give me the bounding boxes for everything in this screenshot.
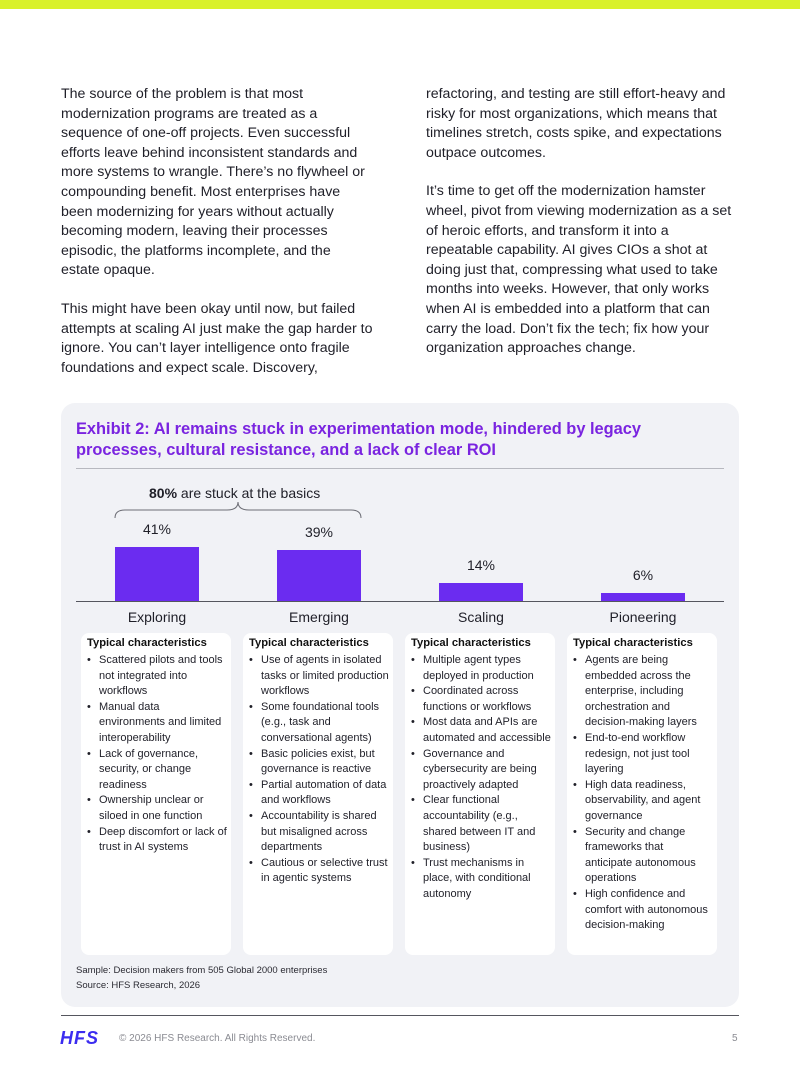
footer-divider [61, 1015, 739, 1016]
top-accent-bar [0, 0, 800, 9]
characteristics-card [243, 633, 393, 955]
svg-text:HFS: HFS [60, 1028, 99, 1048]
card-title: Typical characteristics [573, 637, 693, 649]
category-label: Scaling [458, 609, 504, 625]
sample-note: Sample: Decision makers from 505 Global 2000 enterprises [76, 965, 328, 976]
card-title: Typical characteristics [411, 637, 531, 649]
callout-text [149, 485, 320, 501]
bar-pioneering [601, 593, 685, 601]
card-bullet-list [87, 653, 227, 856]
callout-description: are stuck at the basics [177, 485, 321, 501]
list-item: • Most data and APIs are automated and accessible [411, 715, 551, 746]
list-item: • Accountability is shared but misaligned across departments [249, 809, 389, 856]
bar-value-label: 39% [304, 523, 334, 540]
bar-scaling [439, 583, 523, 601]
body-column-right [426, 85, 738, 378]
bar-value-label: 6% [632, 567, 654, 584]
list-item: • Clear functional accountability (e.g., shared between IT and business) [411, 793, 551, 855]
list-item: • Ownership unclear or siloed in one function [87, 793, 227, 824]
characteristics-card [81, 633, 231, 955]
list-item: • Security and change frameworks that anticipate autonomous operations [573, 825, 713, 887]
copyright-text: © 2026 HFS Research. All Rights Reserved. [119, 1033, 316, 1044]
card-bullet-list [249, 653, 389, 887]
source-note: Source: HFS Research, 2026 [76, 980, 201, 991]
bar-exploring [115, 547, 199, 601]
list-item: • High data readiness, observability, and agent governance [573, 778, 713, 825]
page-number: 5 [732, 1033, 738, 1044]
body-column-left [61, 85, 373, 397]
paragraph: It’s time to get off the modernization hamster wheel, pivot from viewing modernization as a set of heroic efforts, and transform it into a repeatable capability. AI gives CIOs a shot at doing just that, compressing what used to take months into weeks. However, that only works when AI is embedded into a platform that can carry the load. Don’t fix the tech; fix how your organization approaches change. [426, 183, 732, 357]
callout-percent: 80% [149, 485, 178, 501]
exhibit-title-divider [76, 468, 724, 469]
list-item: • Coordinated across functions or workflows [411, 684, 551, 715]
list-item: • Scattered pilots and tools not integrated into workflows [87, 653, 227, 700]
list-item: • End-to-end workflow redesign, not just tool layering [573, 731, 713, 778]
callout-brace [113, 500, 363, 522]
list-item: • High confidence and comfort with autonomous decision-making [573, 887, 713, 934]
card-bullet-list [573, 653, 713, 934]
exhibit-title: Exhibit 2: AI remains stuck in experimentation mode, hindered by legacy processes, cultural resistance, and a lack of clear ROI [76, 420, 642, 459]
list-item: • Manual data environments and limited interoperability [87, 700, 227, 747]
category-label: Emerging [289, 609, 349, 625]
chart-baseline [76, 601, 724, 602]
list-item: • Basic policies exist, but governance is reactive [249, 747, 389, 778]
list-item: • Governance and cybersecurity are being proactively adapted [411, 747, 551, 794]
bar-value-label: 41% [142, 520, 172, 537]
exhibit-panel [61, 403, 739, 1007]
list-item: • Some foundational tools (e.g., task and conversational agents) [249, 700, 389, 747]
paragraph: refactoring, and testing are still effort-heavy and risky for most organizations, which means that timelines stretch, costs spike, and expectations outpace outcomes. [426, 86, 726, 161]
list-item: • Lack of governance, security, or change readiness [87, 747, 227, 794]
category-label: Pioneering [609, 609, 677, 625]
list-item: • Multiple agent types deployed in production [411, 653, 551, 684]
card-title: Typical characteristics [249, 637, 369, 649]
list-item: • Use of agents in isolated tasks or limited production workflows [249, 653, 389, 700]
list-item: • Trust mechanisms in place, with conditional autonomy [411, 856, 551, 903]
list-item: • Agents are being embedded across the enterprise, including orchestration and decision-making layers [573, 653, 713, 731]
bar-emerging [277, 550, 361, 601]
characteristics-card [567, 633, 717, 955]
category-label: Exploring [127, 609, 187, 625]
bar-value-label: 14% [466, 556, 496, 573]
characteristics-card [405, 633, 555, 955]
list-item: • Partial automation of data and workflows [249, 778, 389, 809]
card-title: Typical characteristics [87, 637, 207, 649]
paragraph: This might have been okay until now, but failed attempts at scaling AI just make the gap harder to ignore. You can’t layer intelligence onto fragile foundations and expect scale. Discovery, [61, 300, 373, 376]
list-item: • Deep discomfort or lack of trust in AI systems [87, 825, 227, 856]
list-item: • Cautious or selective trust in agentic systems [249, 856, 389, 887]
hfs-logo [60, 1028, 112, 1048]
card-bullet-list [411, 653, 551, 903]
paragraph: The source of the problem is that most modernization programs are treated as a sequence of one-off projects. Even successful efforts leave behind inconsistent standards and more systems to wrangle. There’s no flywheel or compounding benefit. Most enterprises have been modernizing for years without actually becoming modern, leaving their processes episodic, the platforms incomplete, and the estate opaque. [61, 86, 365, 279]
